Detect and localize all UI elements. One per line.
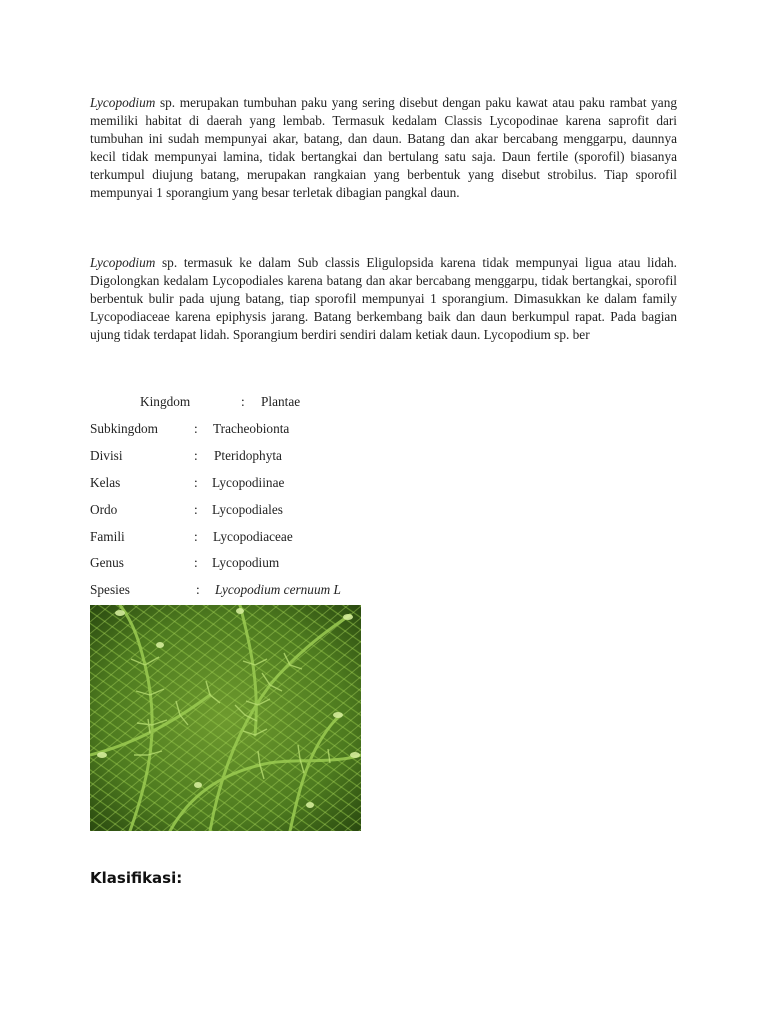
taxonomy-label: Kelas (90, 475, 121, 490)
paragraph-description (90, 94, 677, 202)
lycopodium-photo (90, 605, 361, 831)
taxonomy-value: Lycopodium cernuum L (215, 582, 341, 597)
taxonomy-row-subkingdom (90, 419, 370, 439)
taxonomy-label: Kingdom (140, 394, 191, 409)
taxonomy-row-kelas (90, 473, 370, 493)
taxonomy-value: Lycopodiales (212, 502, 283, 517)
genus-italic: Lycopodium (90, 95, 156, 110)
taxonomy-label: Subkingdom (90, 421, 158, 436)
taxonomy-separator: : (194, 421, 198, 436)
taxonomy-separator: : (194, 529, 198, 544)
taxonomy-label: Famili (90, 529, 125, 544)
taxonomy-label: Genus (90, 555, 124, 570)
taxonomy-separator: : (241, 394, 245, 409)
taxonomy-separator: : (194, 475, 198, 490)
taxonomy-row-kingdom (140, 392, 340, 412)
taxonomy-separator: : (194, 555, 198, 570)
taxonomy-separator: : (194, 502, 198, 517)
section-heading: Klasifikasi: (90, 869, 183, 887)
taxonomy-value: Lycopodiinae (212, 475, 285, 490)
paragraph-classification (90, 254, 677, 344)
paragraph-text: sp. merupakan tumbuhan paku yang sering disebut dengan paku kawat atau paku rambat yang memiliki habitat di daerah yang lembab. Termasuk kedalam Classis Lycopodinae karena saprofit dari tumbuhan ini sudah mempunyai akar, batang, dan daun. Batang dan akar bercabang menggarpu, daunnya kecil tidak mempunyai lamina, tidak bertangkai dan bertulang satu saja. Daun fertile (sporofil) biasanya terkumpul diujung batang, merupakan rangkaian yang berbentuk yang disebut strobilus. Tiap sporofil mempunyai 1 sporangium yang besar terletak dibagian pangkal daun. (90, 95, 677, 200)
taxonomy-label: Spesies (90, 582, 130, 597)
taxonomy-value: Pteridophyta (214, 448, 282, 463)
taxonomy-row-divisi (90, 446, 370, 466)
taxonomy-row-ordo (90, 500, 370, 520)
taxonomy-label: Divisi (90, 448, 123, 463)
paragraph-text: sp. termasuk ke dalam Sub classis Eligulopsida karena tidak mempunyai ligua atau lidah. Digolongkan kedalam Lycopodiales karena batang dan akar bercabang menggarpu, tidak bertangkai, sporofil berbentuk bulir pada ujung batang, tiap sporofil mempunyai 1 sporangium. Dimasukkan ke dalam family Lycopodiaceae karena epiphysis jarang. Batang berkembang baik dan daun berkumpul rapat. Pada bagian ujung tidak terdapat lidah. Sporangium berdiri sendiri dalam ketiak daun. Lycopodium sp. ber (90, 255, 677, 342)
taxonomy-row-spesies (90, 580, 380, 600)
taxonomy-row-genus (90, 553, 370, 573)
taxonomy-separator: : (194, 448, 198, 463)
taxonomy-separator: : (196, 582, 200, 597)
taxonomy-value: Tracheobionta (213, 421, 290, 436)
taxonomy-value: Lycopodium (212, 555, 280, 570)
taxonomy-value: Plantae (261, 394, 301, 409)
taxonomy-value: Lycopodiaceae (213, 529, 293, 544)
taxonomy-row-famili (90, 527, 370, 547)
genus-italic: Lycopodium (90, 255, 156, 270)
taxonomy-label: Ordo (90, 502, 118, 517)
